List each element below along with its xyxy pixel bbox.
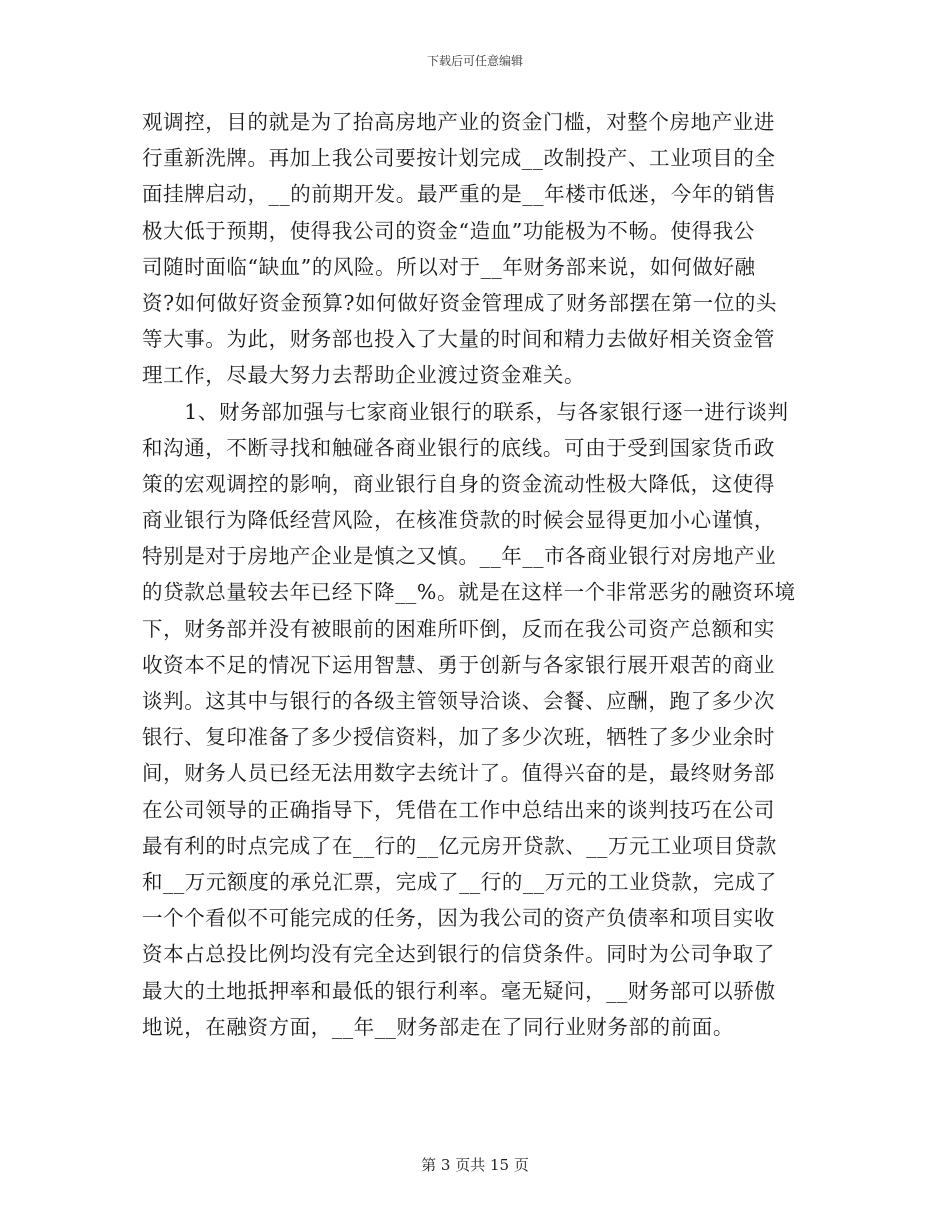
text-line: 收资本不足的情况下运用智慧、勇于创新与各家银行展开艰苦的商业: [142, 652, 775, 677]
text-line: 策的宏观调控的影响，商业银行自身的资金流动性极大降低，这使得: [142, 471, 775, 496]
text-line: 商业银行为降低经营风险，在核准贷款的时候会显得更加小心谨慎，: [142, 508, 775, 533]
page-number: 第 3 页共 15 页: [421, 1156, 529, 1174]
text-line: 资本占总投比例均没有完全达到银行的信贷条件。同时为公司争取了: [142, 942, 775, 967]
page-header-note: 下载后可任意编辑: [426, 54, 523, 68]
text-line: 行重新洗牌。再加上我公司要按计划完成__改制投产、工业项目的全: [142, 146, 776, 171]
document-body: [142, 104, 812, 1045]
text-line: 和沟通，不断寻找和触碰各商业银行的底线。可由于受到国家货币政: [142, 435, 775, 460]
text-line: 特别是对于房地产企业是慎之又慎。__年__市各商业银行对房地产业: [142, 544, 777, 569]
text-line: 最大的土地抵押率和最低的银行利率。毫无疑问，__财务部可以骄傲: [142, 978, 776, 1003]
text-line: 司随时面临“缺血”的风险。所以对于__年财务部来说，如何做好融: [142, 254, 756, 279]
text-line: 理工作，尽最大努力去帮助企业渡过资金难关。: [142, 363, 586, 388]
text-line: 观调控，目的就是为了抬高房地产业的资金门槛，对整个房地产业进: [142, 110, 775, 134]
text-line: 地说，在融资方面，__年__财务部走在了同行业财务部的前面。: [142, 1014, 734, 1039]
text-line: 谈判。这其中与银行的各级主管领导洽谈、会餐、应酬，跑了多少次: [142, 689, 775, 713]
text-line: 和__万元额度的承兑汇票，完成了__行的__万元的工业贷款，完成了: [142, 869, 777, 894]
text-line: 一个个看似不可能完成的任务，因为我公司的资产负债率和项目实收: [142, 906, 775, 931]
text-line: 在公司领导的正确指导下，凭借在工作中总结出来的谈判技巧在公司: [142, 797, 775, 822]
text-line: 银行、复印准备了多少授信资料，加了多少次班，牺牲了多少业余时: [142, 725, 775, 750]
text-line: 等大事。为此，财务部也投入了大量的时间和精力去做好相关资金管: [142, 327, 775, 352]
paragraph-start-line: 1、财务部加强与七家商业银行的联系，与各家银行逐一进行谈判: [142, 399, 789, 424]
text-line: 最有利的时点完成了在__行的__亿元房开贷款、__万元工业项目贷款: [142, 833, 777, 858]
text-line: 下，财务部并没有被眼前的困难所吓倒，反而在我公司资产总额和实: [142, 616, 775, 641]
text-line: 极大低于预期，使得我公司的资金“造血”功能极为不畅。使得我公: [142, 218, 755, 243]
text-line: 的贷款总量较去年已经下降__%。就是在这样一个非常恶劣的融资环境: [142, 580, 796, 605]
text-line: 资?如何做好资金预算?如何做好资金管理成了财务部摆在第一位的头: [142, 290, 778, 315]
text-line: 面挂牌启动，__的前期开发。最严重的是__年楼市低迷，今年的销售: [142, 182, 777, 207]
text-line: 间，财务人员已经无法用数字去统计了。值得兴奋的是，最终财务部: [142, 761, 775, 786]
